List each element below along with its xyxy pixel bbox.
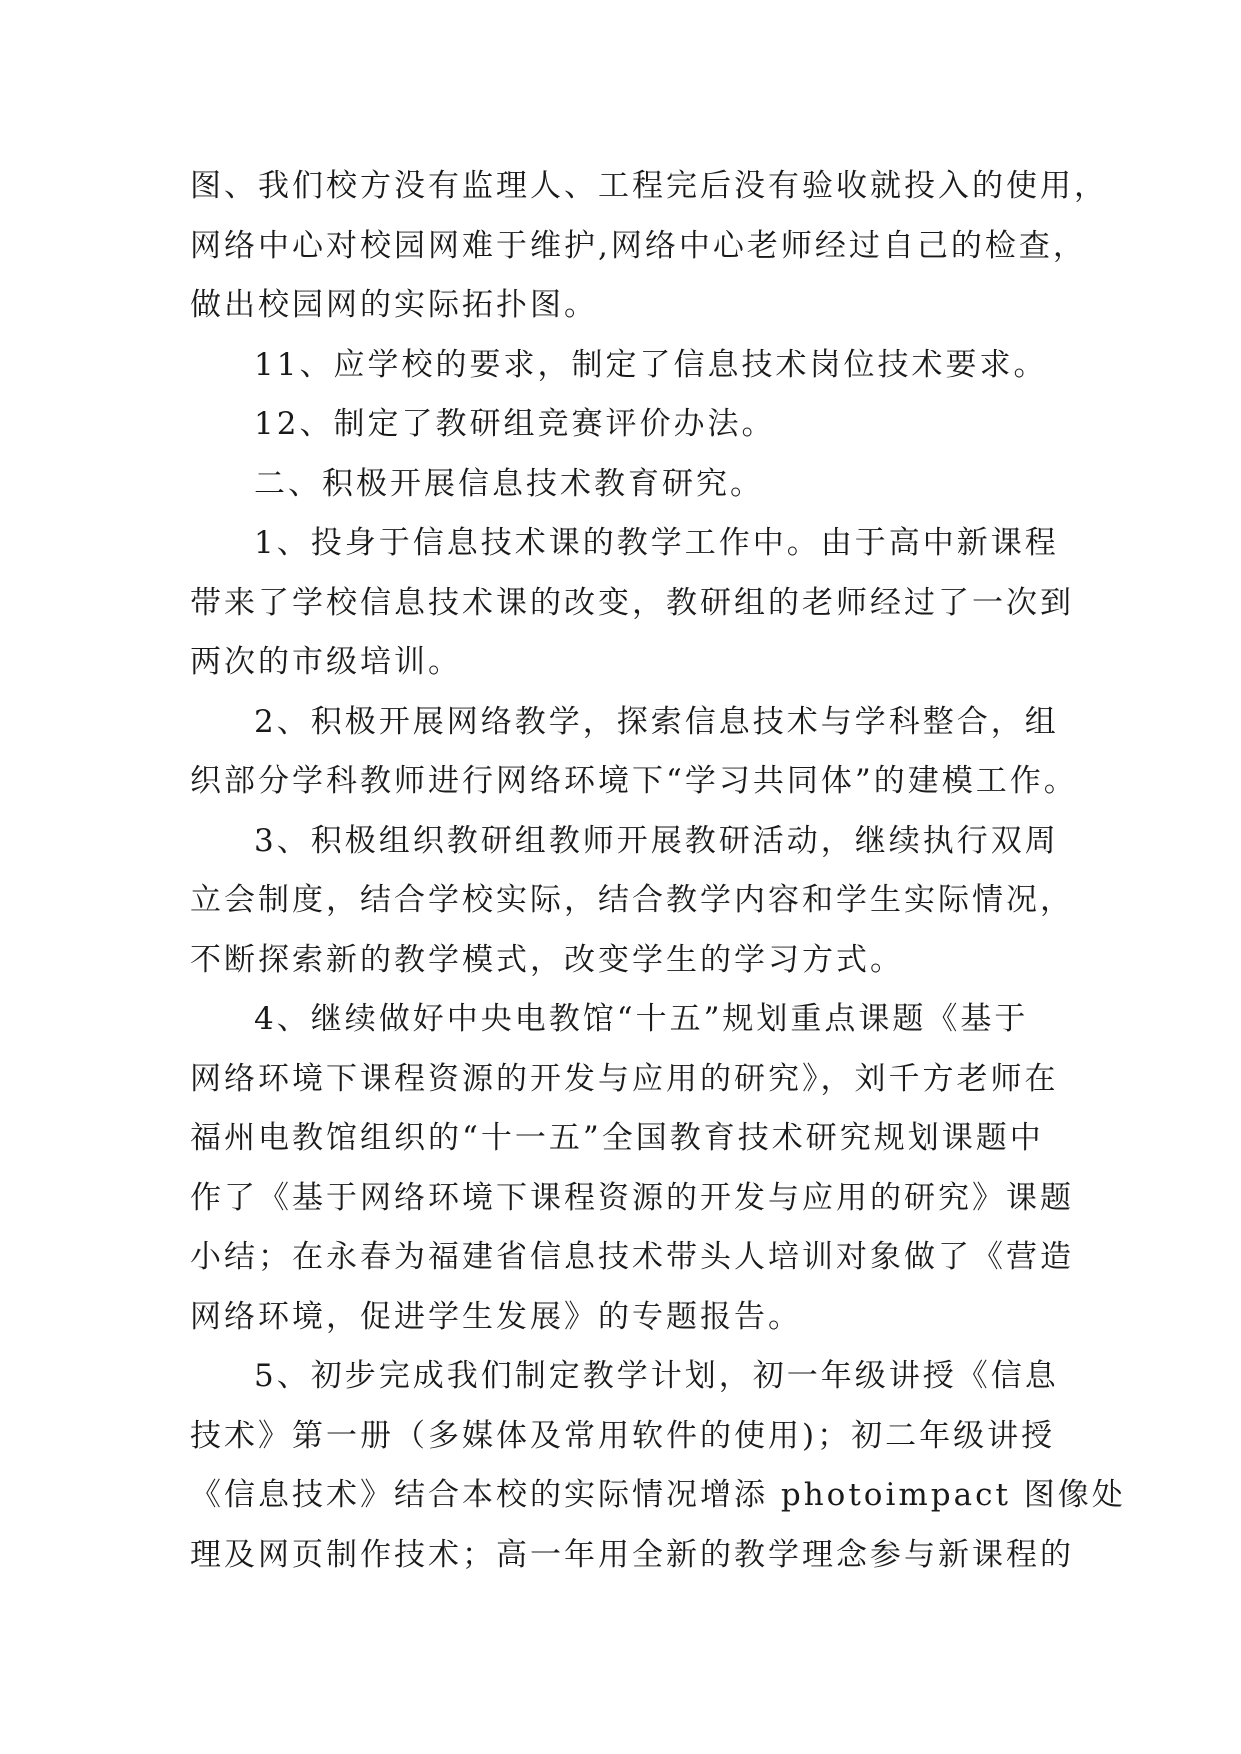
text-line: 网络环境下课程资源的开发与应用的研究》，刘千方老师在 — [190, 1060, 1059, 1097]
text-line: 立会制度，结合学校实际，结合教学内容和学生实际情况， — [190, 882, 1074, 918]
text-line: 4、继续做好中央电教馆“十五”规划重点课题《基于 — [254, 1001, 1029, 1037]
text-line: 织部分学科教师进行网络环境下“学习共同体”的建模工作。 — [190, 763, 1078, 799]
text-line: 网络中心对校园网难于维护,网络中心老师经过自己的检查， — [190, 227, 1087, 264]
text-line: 作了《基于网络环境下课程资源的开发与应用的研究》课题 — [190, 1179, 1074, 1216]
text-line: 做出校园网的实际拓扑图。 — [190, 287, 598, 323]
text-line: 12、制定了教研组竞赛评价办法。 — [254, 406, 776, 442]
text-line: 11、应学校的要求，制定了信息技术岗位技术要求。 — [254, 346, 1048, 383]
text-line: 两次的市级培训。 — [190, 644, 462, 680]
text-line: 2、积极开展网络教学，探索信息技术与学科整合，组 — [254, 703, 1059, 740]
text-line: 图、我们校方没有监理人、工程完后没有验收就投入的使用， — [190, 168, 1108, 204]
document-body — [190, 157, 1126, 1585]
text-line: 1、投身于信息技术课的教学工作中。由于高中新课程 — [254, 525, 1059, 561]
section-heading: 二、积极开展信息技术教育研究。 — [254, 465, 764, 502]
text-line: 福州电教馆组织的“十一五”全国教育技术研究规划课题中 — [190, 1120, 1044, 1156]
text-line: 5、初步完成我们制定教学计划，初一年级讲授《信息 — [254, 1358, 1059, 1394]
text-line: 技术》第一册（多媒体及常用软件的使用)；初二年级讲授 — [190, 1417, 1056, 1454]
text-line: 3、积极组织教研组教师开展教研活动，继续执行双周 — [254, 822, 1059, 859]
text-line: 小结；在永春为福建省信息技术带头人培训对象做了《营造 — [190, 1239, 1074, 1275]
text-line: 网络环境，促进学生发展》的专题报告。 — [190, 1298, 802, 1335]
text-line: 《信息技术》结合本校的实际情况增添 photoimpact 图像处 — [190, 1477, 1126, 1513]
text-line: 理及网页制作技术；高一年用全新的教学理念参与新课程的 — [190, 1536, 1074, 1573]
text-line: 不断探索新的教学模式，改变学生的学习方式。 — [190, 941, 904, 978]
text-line: 带来了学校信息技术课的改变，教研组的老师经过了一次到 — [190, 584, 1074, 621]
